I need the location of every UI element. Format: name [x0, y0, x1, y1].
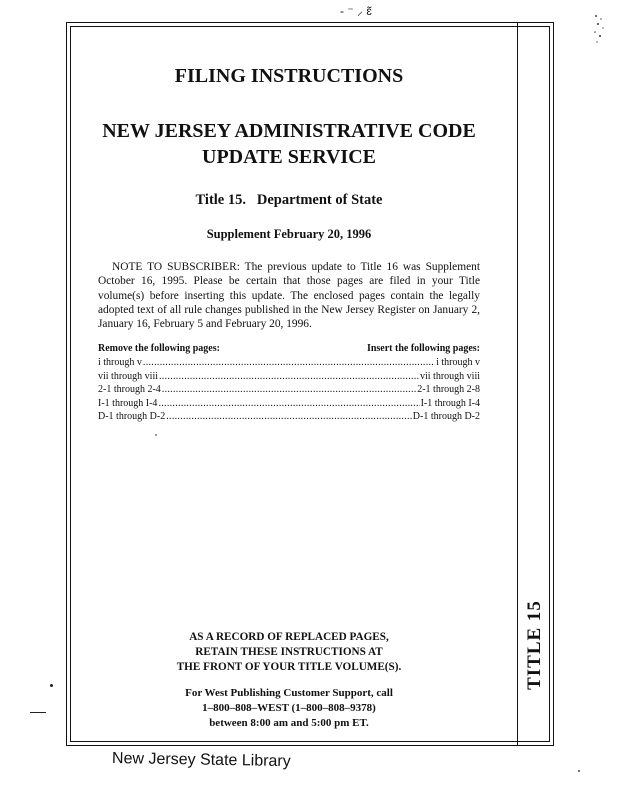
table-row: [98, 383, 480, 396]
support-hours: between 8:00 am and 5:00 pm ET.: [209, 716, 369, 729]
support-phone: 1–800–808–WEST (1–800–808–9378): [202, 701, 376, 714]
remove-pages: 2-1 through 2-4: [98, 384, 161, 396]
tab-divider-line: [517, 22, 518, 746]
dot-leader: [166, 410, 412, 423]
dot-leader: [143, 356, 435, 369]
filing-heading: FILING INSTRUCTIONS: [174, 65, 404, 87]
insert-pages: I-1 through I-4: [420, 397, 480, 409]
record-notice-line: AS A RECORD OF REPLACED PAGES,: [189, 631, 389, 643]
title-tab: [520, 590, 550, 700]
library-stamp: New Jersey State Library: [111, 750, 291, 771]
supplement-date: Supplement February 20, 1996: [206, 227, 372, 241]
table-row: [98, 370, 480, 383]
code-title: [98, 118, 480, 170]
title-department: Title 15. Department of State: [195, 192, 383, 208]
scan-speckle: [592, 12, 606, 48]
pages-table: [98, 356, 480, 423]
handwritten-mark: ‑ ⁻ ⸝ ɛ̃: [340, 4, 372, 18]
instructions-body: [98, 60, 480, 424]
scan-mark-dash: [30, 712, 46, 713]
remove-pages: i through v: [98, 357, 142, 369]
code-title-line: UPDATE SERVICE: [202, 146, 376, 168]
scan-mark-dot: [50, 684, 53, 687]
pages-table-header: [98, 343, 480, 354]
code-title-line: NEW JERSEY ADMINISTRATIVE CODE: [102, 120, 476, 142]
record-notice: [98, 630, 480, 675]
remove-pages-header: Remove the following pages:: [98, 343, 220, 355]
insert-pages: D-1 through D-2: [412, 411, 480, 423]
insert-pages-header: Insert the following pages:: [366, 343, 480, 355]
dot-leader: [159, 370, 419, 383]
remove-pages: I-1 through I-4: [98, 397, 158, 409]
dot-leader: [162, 383, 416, 396]
remove-pages: vii through viii: [98, 370, 158, 382]
insert-pages: 2-1 through 2-8: [417, 384, 480, 396]
insert-pages: vii through viii: [420, 370, 480, 382]
table-row: [98, 410, 480, 423]
remove-pages: D-1 through D-2: [98, 411, 166, 423]
table-row: [98, 397, 480, 410]
scan-mark-dot: [578, 770, 580, 772]
customer-support: [98, 686, 480, 730]
support-line: For West Publishing Customer Support, call: [185, 687, 393, 699]
dot-leader: [158, 397, 419, 410]
record-notice-line: THE FRONT OF YOUR TITLE VOLUME(S).: [176, 661, 402, 673]
table-row: [98, 356, 480, 369]
record-notice-line: RETAIN THESE INSTRUCTIONS AT: [195, 646, 383, 658]
insert-pages: i through v: [436, 357, 480, 369]
title-tab-label: TITLE 15: [524, 600, 545, 690]
subscriber-note: NOTE TO SUBSCRIBER: The previous update to Title 16 was Supplement October 16, 1995. Please be certain that those pages are filed in your Title volume(s) before inserting this update. The enclosed pages contain the legally adopted text of all rule changes published in the New Jersey Register on January 2, January 16, February 5 and February 20, 1996.: [98, 261, 480, 331]
